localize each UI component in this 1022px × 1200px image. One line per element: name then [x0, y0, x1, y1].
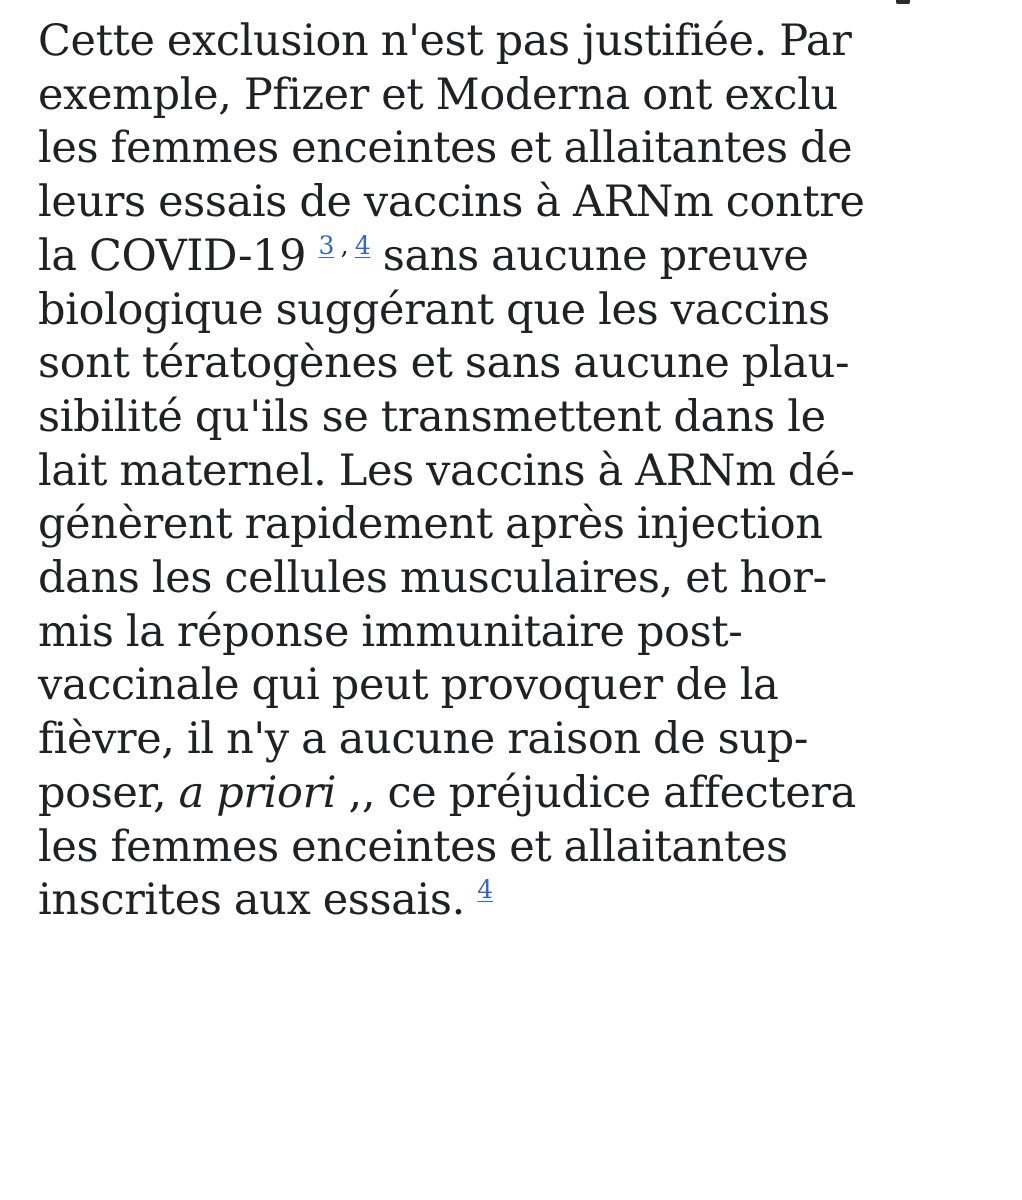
reference-link-4-second[interactable]: 4: [477, 875, 493, 905]
text-segment: la COVID-19: [38, 230, 319, 281]
text-line: génèrent rapidement après injection: [38, 499, 823, 550]
text-line: leurs essais de vaccins à ARNm contre: [38, 177, 865, 228]
text-line: sont tératogènes et sans aucune plau-: [38, 338, 850, 389]
text-line: [38, 230, 998, 284]
text-segment: ,, ce préjudice affectera: [336, 767, 856, 818]
text-line: les femmes enceintes et allaitantes de: [38, 123, 853, 174]
text-line: fièvre, il n'y a aucune raison de sup-: [38, 714, 809, 765]
italic-phrase: a priori: [178, 767, 337, 818]
text-segment: sans aucune preuve: [370, 230, 809, 281]
text-line: exemple, Pfizer et Moderna ont exclu: [38, 69, 838, 120]
text-line: Cette exclusion n'est pas justifiée. Par: [38, 16, 852, 66]
text-segment: poser,: [38, 767, 179, 818]
text-line: [38, 874, 998, 928]
article-paragraph: [38, 15, 998, 928]
text-line: dans les cellules musculaires, et hor-: [38, 553, 827, 604]
text-line: sibilité qu'ils se transmettent dans le: [38, 391, 826, 442]
text-segment: inscrites aux essais.: [38, 875, 478, 926]
clipped-mark: [896, 0, 910, 4]
text-line: [38, 767, 998, 821]
text-line: les femmes enceintes et allaitantes: [38, 821, 788, 872]
reference-link-3[interactable]: 3: [318, 230, 335, 260]
text-line: vaccinale qui peut provoquer de la: [38, 660, 779, 711]
text-line: biologique suggérant que les vaccins: [38, 284, 830, 335]
reference-separator: ,: [334, 230, 355, 260]
top-edge: [0, 0, 1022, 4]
text-line: mis la réponse immunitaire post-: [38, 606, 743, 657]
text-line: lait maternel. Les vaccins à ARNm dé-: [38, 445, 855, 496]
reference-link-4[interactable]: 4: [354, 230, 371, 260]
